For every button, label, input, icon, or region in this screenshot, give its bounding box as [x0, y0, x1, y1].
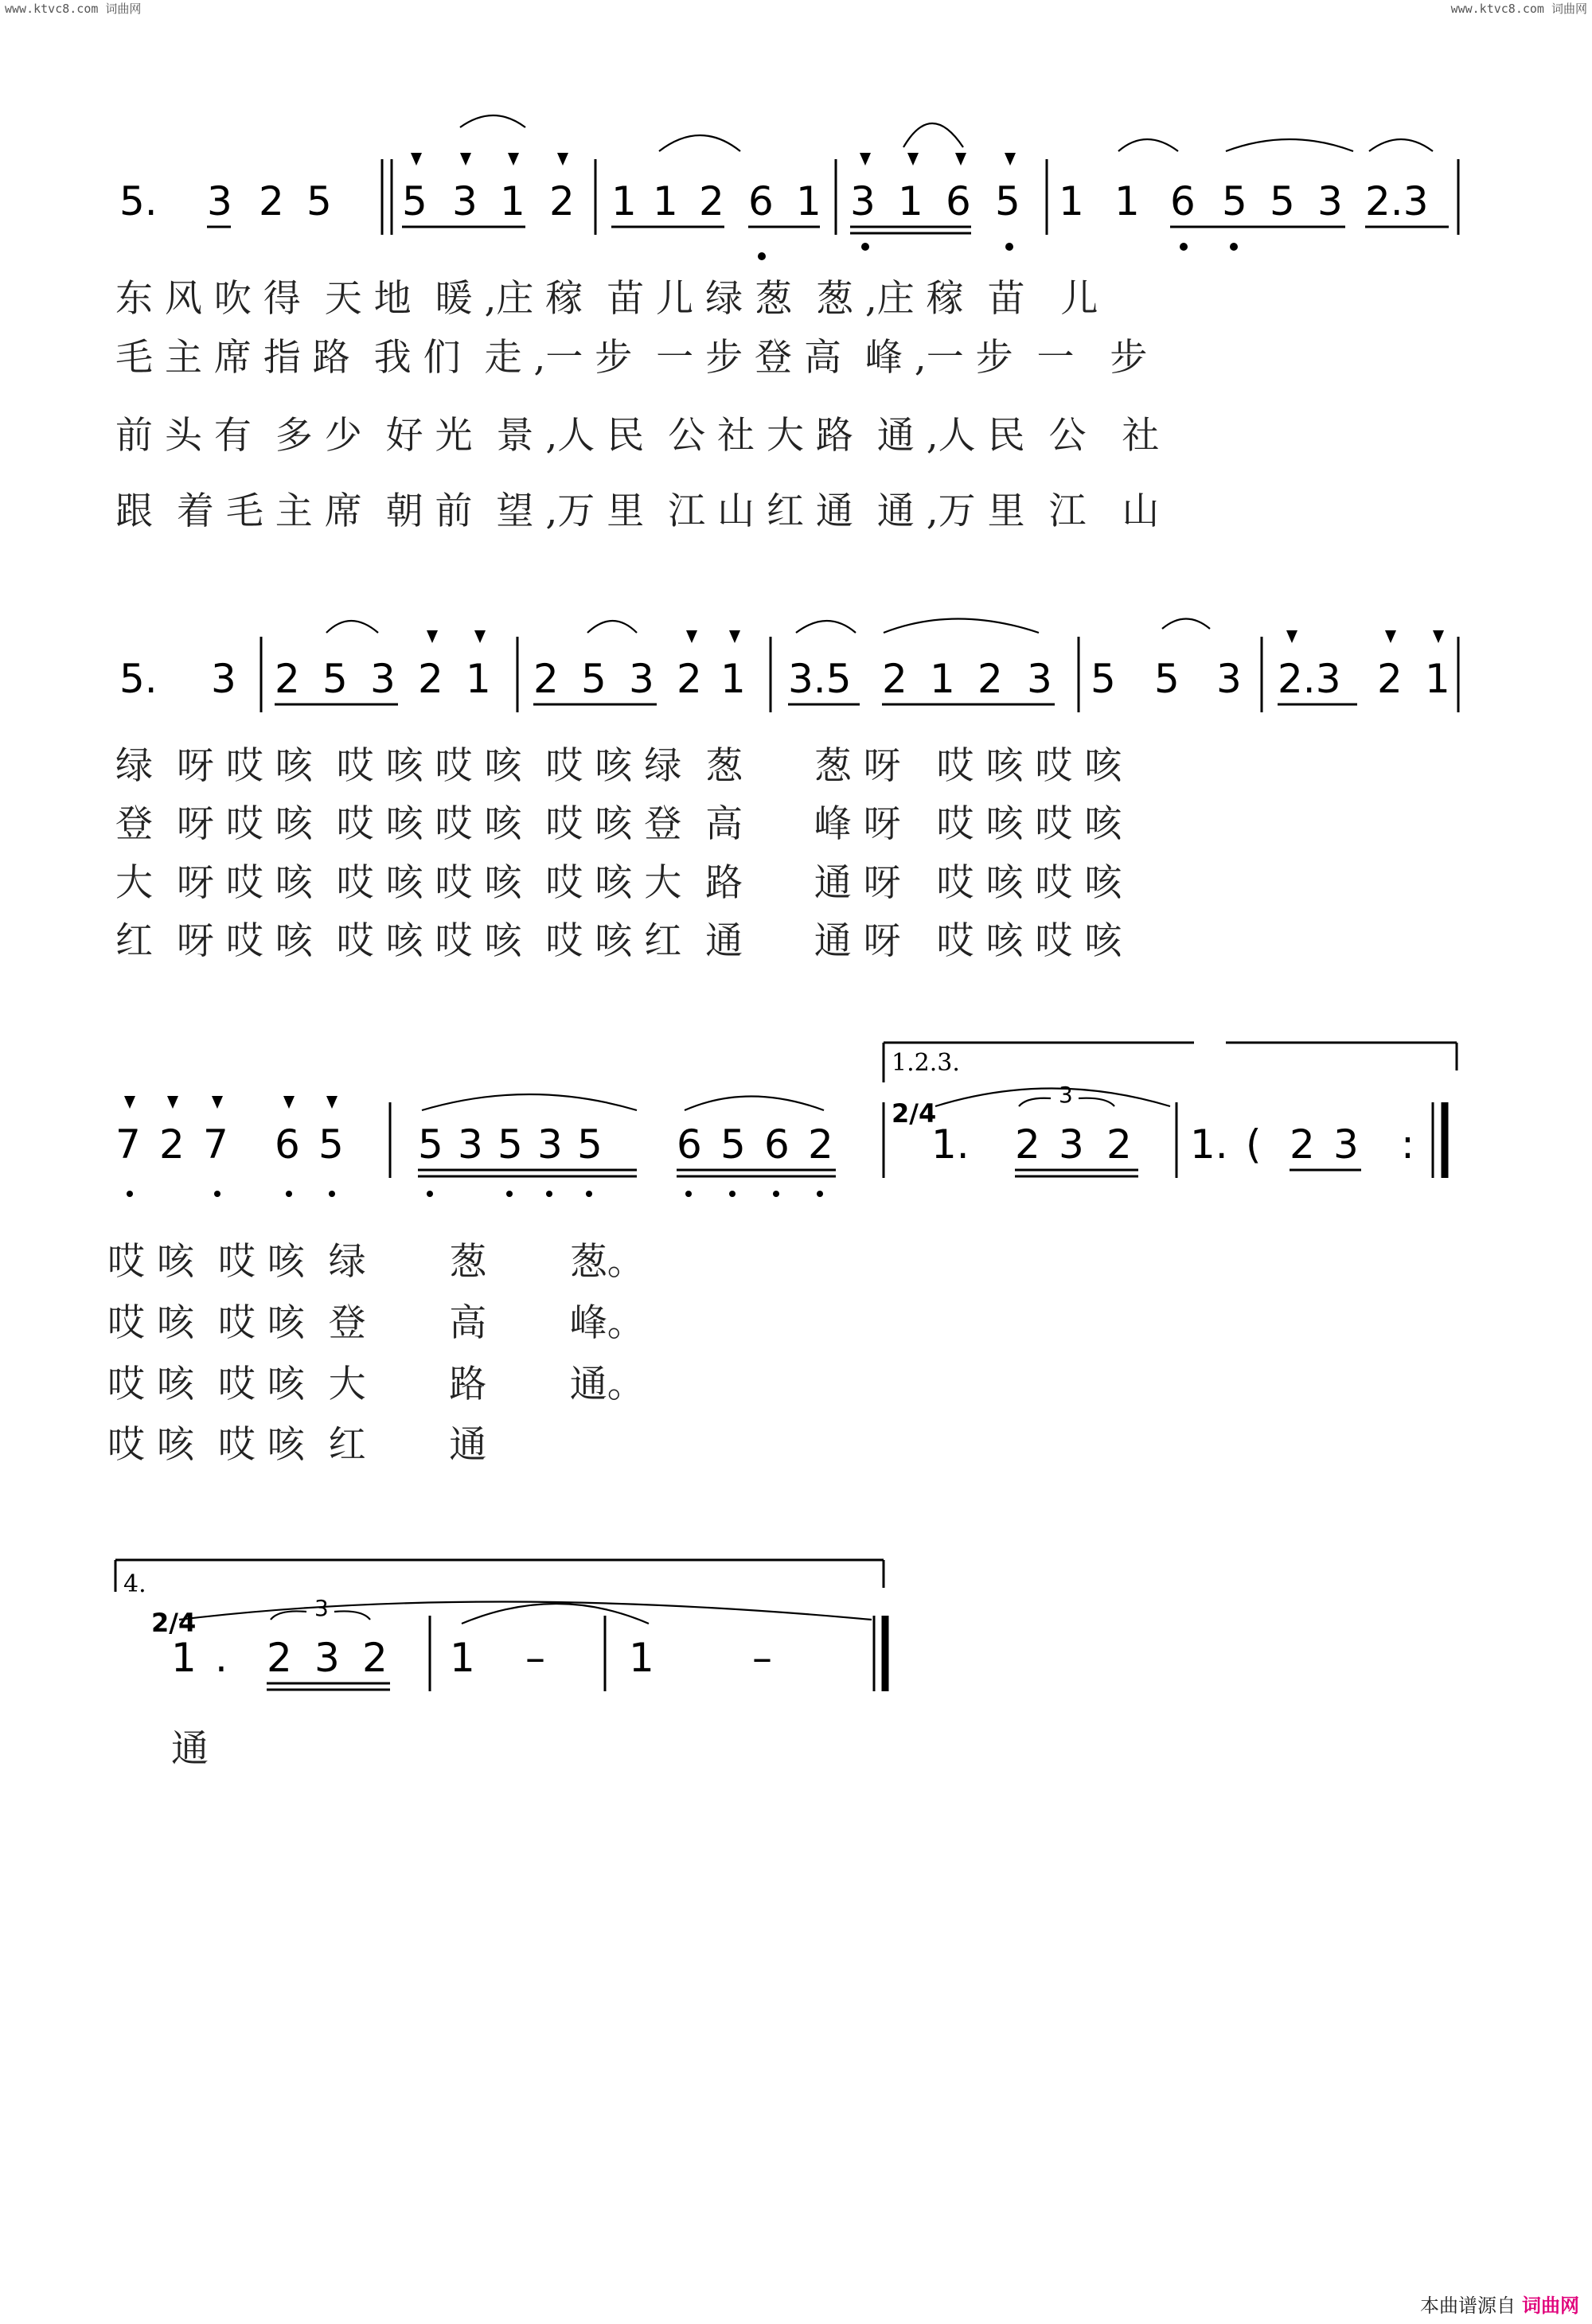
- note: 6: [1170, 178, 1196, 224]
- score-line-1: [119, 115, 1458, 260]
- note: 5: [498, 1121, 523, 1168]
- note: 2: [677, 656, 702, 702]
- lyric-line-3-verse-4: 哎 咳 哎 咳 红 通: [107, 1423, 487, 1467]
- note: 6: [764, 1121, 790, 1168]
- note: 2: [1015, 1121, 1040, 1168]
- note: 3: [629, 656, 654, 702]
- volta-2-label: 4.: [123, 1570, 146, 1598]
- note: 1: [930, 656, 955, 702]
- note: 7: [115, 1121, 141, 1168]
- repeat-sign: :: [1401, 1121, 1414, 1168]
- lyric-line-1-verse-2: 毛 主 席 指 路 我 们 走 ,一 步 一 步 登 高 峰 ,一 步 一 步: [115, 336, 1148, 380]
- lyric-line-3-verse-2: 哎 咳 哎 咳 登 高 峰。: [107, 1301, 645, 1345]
- note: 2: [275, 656, 300, 702]
- note: 3: [1333, 1121, 1359, 1168]
- note: 3.5: [788, 656, 852, 702]
- note: 5: [1091, 656, 1116, 702]
- note: 3: [314, 1635, 340, 1681]
- note: 1.: [931, 1121, 970, 1168]
- note: 3: [452, 178, 478, 224]
- note: 2: [1106, 1121, 1132, 1168]
- note: 1: [611, 178, 637, 224]
- note: 1: [898, 178, 923, 224]
- note: –: [752, 1635, 772, 1681]
- note: 6: [275, 1121, 300, 1168]
- note: 2: [259, 178, 284, 224]
- header-url-right: www.ktvc8.com 词曲网: [1450, 2, 1587, 16]
- note: 3: [850, 178, 876, 224]
- note: 2: [549, 178, 575, 224]
- header-url-left: www.ktvc8.com 词曲网: [5, 2, 142, 16]
- note: 3: [1059, 1121, 1084, 1168]
- lyric-line-2-verse-2: 登 呀 哎 咳 哎 咳 哎 咳 哎 咳 登 高 峰 呀 哎 咳 哎 咳: [115, 802, 1122, 846]
- note: 3: [211, 656, 236, 702]
- note: 3: [1317, 178, 1343, 224]
- note: 2: [1377, 656, 1403, 702]
- lyric-line-1-verse-4: 跟 着 毛 主 席 朝 前 望 ,万 里 江 山 红 通 通 ,万 里 江 山: [115, 489, 1160, 533]
- note: 1: [1425, 656, 1450, 702]
- note: 5: [418, 1121, 443, 1168]
- note: 2: [267, 1635, 292, 1681]
- note: 5: [306, 178, 332, 224]
- note: 2: [533, 656, 559, 702]
- note: 5: [995, 178, 1020, 224]
- note: 2: [159, 1121, 185, 1168]
- note: 5: [322, 656, 348, 702]
- time-signature: 2/4: [151, 1608, 197, 1638]
- note: 5.: [119, 178, 158, 224]
- note: 2: [699, 178, 724, 224]
- note: 5: [1222, 178, 1247, 224]
- lyric-line-2-verse-4: 红 呀 哎 咳 哎 咳 哎 咳 哎 咳 红 通 通 呀 哎 咳 哎 咳: [115, 919, 1122, 963]
- note: 3: [1027, 656, 1052, 702]
- note: 1: [796, 178, 821, 224]
- note: 1: [653, 178, 678, 224]
- note: 2: [418, 656, 443, 702]
- note: 3: [207, 178, 232, 224]
- lyric-line-2-verse-1: 绿 呀 哎 咳 哎 咳 哎 咳 哎 咳 绿 葱 葱 呀 哎 咳 哎 咳: [115, 744, 1122, 788]
- footer-brand: [1420, 2290, 1579, 2318]
- note: 1: [450, 1635, 475, 1681]
- note: –: [525, 1635, 545, 1681]
- note: 5: [318, 1121, 344, 1168]
- note: 5.: [119, 656, 158, 702]
- note: 3: [1216, 656, 1242, 702]
- note: 1: [500, 178, 525, 224]
- lyric-line-4: 通: [171, 1727, 209, 1771]
- note: 5: [1270, 178, 1295, 224]
- lyric-line-2-verse-3: 大 呀 哎 咳 哎 咳 哎 咳 哎 咳 大 路 通 呀 哎 咳 哎 咳: [115, 861, 1122, 905]
- lyric-line-1-verse-3: 前 头 有 多 少 好 光 景 ,人 民 公 社 大 路 通 ,人 民 公 社: [115, 414, 1160, 458]
- note: 1: [1059, 178, 1084, 224]
- note: 2: [977, 656, 1003, 702]
- note: 1.: [1190, 1121, 1228, 1168]
- note: 5: [720, 1121, 746, 1168]
- note: 1: [171, 1635, 197, 1681]
- time-signature: 2/4: [892, 1098, 937, 1129]
- note: 7: [203, 1121, 228, 1168]
- note: 6: [946, 178, 971, 224]
- note: 5: [577, 1121, 603, 1168]
- score-line-4: [115, 1560, 885, 1691]
- volta-1-label: 1.2.3.: [892, 1049, 960, 1077]
- note: 1: [1114, 178, 1140, 224]
- note: 5: [581, 656, 607, 702]
- note: 2.3: [1365, 178, 1429, 224]
- note: 2: [362, 1635, 388, 1681]
- note: .: [215, 1635, 228, 1681]
- lyric-line-1-verse-1: 东 风 吹 得 天 地 暖 ,庄 稼 苗 儿 绿 葱 葱 ,庄 稼 苗 儿: [115, 277, 1098, 321]
- note: 2: [882, 656, 907, 702]
- triplet-label: 3: [314, 1595, 329, 1621]
- score-line-3: [115, 1043, 1457, 1197]
- note: 2: [808, 1121, 833, 1168]
- note: 1: [720, 656, 746, 702]
- score-line-2: [119, 619, 1458, 713]
- lyric-line-3-verse-1: 哎 咳 哎 咳 绿 葱 葱。: [107, 1240, 645, 1284]
- triplet-label: 3: [1059, 1082, 1073, 1108]
- note: 1: [629, 1635, 654, 1681]
- note: 5: [402, 178, 427, 224]
- footer-source-text: 本曲谱源自: [1420, 2295, 1516, 2317]
- note: 2: [1290, 1121, 1315, 1168]
- footer-logo[interactable]: 词曲网: [1522, 2295, 1579, 2317]
- note: 3: [458, 1121, 483, 1168]
- note: 1: [466, 656, 491, 702]
- note: 6: [748, 178, 774, 224]
- note: 6: [677, 1121, 702, 1168]
- note: 3: [537, 1121, 563, 1168]
- note: 2.3: [1278, 656, 1341, 702]
- lyric-line-3-verse-3: 哎 咳 哎 咳 大 路 通。: [107, 1363, 645, 1406]
- note: 3: [370, 656, 396, 702]
- note: (: [1246, 1121, 1262, 1168]
- note: 5: [1154, 656, 1180, 702]
